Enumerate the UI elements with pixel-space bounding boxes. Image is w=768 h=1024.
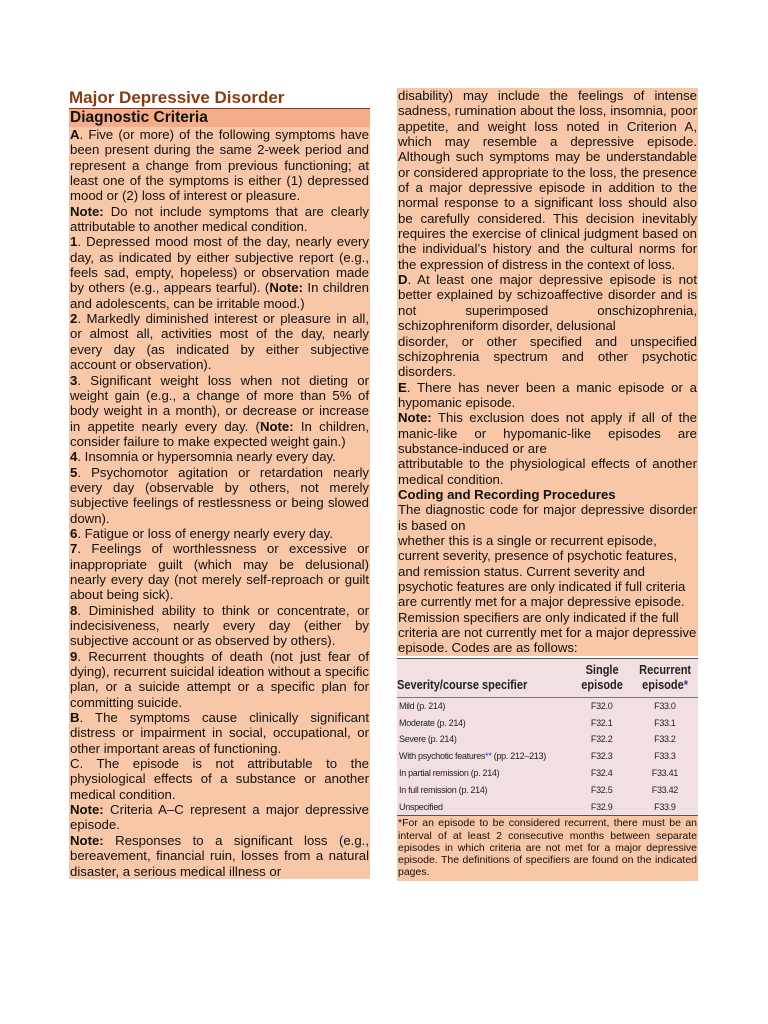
specifier-label: Moderate (p. 214)	[399, 717, 466, 728]
note-label: Note:	[269, 280, 304, 296]
specifier-label: Unspecified	[399, 801, 443, 812]
criterion-d	[398, 272, 697, 333]
codes-table	[397, 659, 698, 817]
specifier-cell	[397, 731, 572, 748]
recurrent-code-cell: F33.41	[651, 767, 678, 778]
recurrent-code-cell: F33.2	[654, 734, 676, 745]
criterion-text: . There has never been a manic episode or a hypomanic episode.	[398, 379, 697, 410]
criterion-number: 2	[70, 311, 78, 327]
criterion-2	[70, 311, 369, 372]
table-row	[397, 765, 698, 782]
note-continuation: disability) may include the feelings of intense sadness, rumination about the loss, insomnia, poor appetite, and weight loss noted in Criterion A, which may resemble a depressive episode. Although such symptoms may be understandable or considered appropriate to the loss, the presence of a major depressive episode in addition to the normal response to a significant loss should also be carefully considered. This decision inevitably requires the exercise of clinical judgment based on the individual’s history and the cultural norms for the expression of distress in the context of loss.	[398, 88, 697, 272]
criterion-8	[70, 603, 369, 649]
criterion-letter: B	[70, 710, 80, 726]
specifier-label: Severe (p. 214)	[399, 734, 457, 745]
criterion-text: . Significant weight loss when not dieting or weight gain (e.g., a change of more than 5% of body weight in a month), or decrease or increase in appetite nearly every day. (	[70, 372, 369, 434]
recurrent-code-cell: F33.3	[654, 751, 676, 762]
note-text: This exclusion does not apply if all of the manic-like or hypomanic-like episodes are substance-induced or are	[398, 410, 697, 456]
specifier-label: In partial remission (p. 214)	[399, 767, 500, 778]
note-continuation: attributable to the physiological effects of another medical condition.	[398, 456, 697, 487]
table-row	[397, 697, 698, 714]
table-footnote: *For an episode to be considered recurrent, there must be an interval of at least 2 consecutive months between separate episodes in which criteria are not met for a major depressive episode. The definitions of specifiers are found on the indicated pages.	[397, 816, 698, 880]
table-row	[397, 799, 698, 816]
note-text: Criteria A–C represent a major depressive episode.	[70, 802, 369, 833]
coding-text: The diagnostic code for major depressive disorder is based on	[398, 502, 697, 533]
criterion-7	[70, 541, 369, 602]
single-code-cell: F32.1	[590, 717, 613, 728]
criterion-text: . Markedly diminished interest or pleasure in all, or almost all, activities most of the day, nearly every day (as indicated by either subjective account or observation).	[70, 311, 369, 373]
criterion-a	[70, 127, 369, 204]
criterion-letter: D	[398, 272, 408, 288]
criterion-text: . Five (or more) of the following symptoms have been present during the same 2-week period and represent a change from previous functioning; at least one of the symptoms is either (1) depressed mood or (2) loss of interest or pleasure.	[70, 127, 369, 204]
criterion-letter: E	[398, 379, 407, 395]
codes-table-container	[397, 658, 698, 817]
header-recurrent-episode	[636, 659, 694, 698]
criterion-text: . Psychomotor agitation or retardation nearly every day (observable by others, not merely subjective feelings of restlessness or being slowed down).	[70, 464, 369, 526]
single-code-cell: F32.5	[590, 784, 613, 795]
criterion-e	[398, 380, 697, 411]
left-column	[69, 88, 370, 879]
criterion-c: C. The episode is not attributable to the physiological effects of a substance or another medical condition.	[70, 756, 369, 802]
table-header-row	[397, 659, 698, 698]
criterion-text: . At least one major depressive episode is not better explained by schizoaffective disorder and is not superimposed onschizophrenia, schizophreniform disorder, delusional	[398, 272, 697, 334]
header-recurrent-label: Recurrent episode	[638, 662, 691, 692]
single-code-cell: F32.9	[572, 799, 632, 816]
note-paragraph	[70, 802, 369, 833]
coding-heading: Coding and Recording Procedures	[398, 486, 616, 502]
single-code-cell: F32.4	[590, 767, 613, 778]
criteria-block	[69, 127, 370, 879]
criterion-9	[70, 649, 369, 710]
note-text: Responses to a significant loss (e.g., bereavement, financial ruin, losses from a natural disaster, a serious medical illness or	[70, 832, 369, 879]
specifier-label: Mild (p. 214)	[399, 700, 446, 711]
specifier-label: With psychotic features	[399, 751, 486, 762]
criterion-5	[70, 465, 369, 526]
note-label: Note:	[70, 802, 104, 818]
criterion-4	[70, 449, 369, 464]
note-label: Note:	[70, 832, 104, 848]
table-row	[397, 748, 698, 765]
note-paragraph	[398, 410, 697, 456]
criterion-text: . Feelings of worthlessness or excessive or inappropriate guilt (which may be delusional) nearly every day (not merely self-reproach or guilt about being sick).	[70, 541, 369, 603]
criterion-number: 6	[70, 525, 78, 541]
criteria-block-continued	[397, 88, 698, 656]
criterion-number: 4	[70, 449, 78, 465]
specifier-page-ref: (pp. 212–213)	[491, 751, 546, 762]
note-text: In children, consider failure to make expected weight gain.)	[70, 418, 369, 449]
specifier-cell	[397, 748, 572, 765]
criterion-1	[70, 234, 369, 311]
recurrent-code-cell: F33.0	[654, 700, 676, 711]
single-code-cell: F32.2	[590, 734, 613, 745]
header-severity-specifier: Severity/course specifier	[397, 659, 551, 698]
specifier-cell	[397, 782, 572, 799]
table-row	[397, 782, 698, 799]
header-single-episode: Single episode	[575, 659, 628, 698]
specifier-cell	[397, 799, 572, 816]
table-row	[397, 731, 698, 748]
footnote-marker: *	[683, 677, 688, 692]
criterion-text: . Diminished ability to think or concentrate, or indecisiveness, nearly every day (either by subjective account or as observed by others).	[70, 602, 369, 649]
recurrent-code-cell: F33.1	[654, 717, 676, 728]
section-heading-diagnostic-criteria: Diagnostic Criteria	[69, 108, 370, 127]
table-row	[397, 715, 698, 732]
specifier-cell	[397, 715, 572, 732]
criterion-text: . Insomnia or hypersomnia nearly every day.	[77, 449, 336, 465]
note-label: Note:	[398, 410, 432, 426]
specifier-cell	[397, 765, 572, 782]
note-paragraph	[70, 204, 369, 235]
criterion-number: 3	[70, 372, 78, 388]
recurrent-code-cell: F33.42	[651, 784, 678, 795]
criterion-d-continued: disorder, or other specified and unspecified schizophrenia spectrum and other psychotic disorders.	[398, 333, 697, 380]
note-text: Do not include symptoms that are clearly attributable to another medical condition.	[70, 203, 369, 235]
criterion-number: 8	[70, 602, 78, 618]
criterion-number: 9	[70, 648, 78, 664]
criterion-letter: A	[70, 127, 80, 142]
page-title: Major Depressive Disorder	[69, 88, 285, 107]
single-code-cell: F32.0	[590, 700, 613, 711]
criterion-3	[70, 373, 369, 450]
criterion-number: 1	[70, 234, 78, 250]
right-column	[397, 88, 698, 881]
criterion-text: . Fatigue or loss of energy nearly every day.	[77, 525, 333, 541]
note-text: In children and adolescents, can be irritable mood.)	[70, 280, 369, 311]
criterion-b	[70, 710, 369, 756]
footnote-marker: **	[485, 751, 492, 762]
coding-text: whether this is a single or recurrent episode, current severity, presence of psychotic features, and remission status. Current severity and psychotic features are only indicated if full criteria are currently met for a major depressive episode. Remission specifiers are only indicated if the full criteria are not currently met for a major depressive episode. Codes are as follows:	[398, 532, 697, 656]
note-label: Note:	[259, 418, 294, 434]
note-paragraph	[70, 833, 369, 879]
criterion-number: 5	[70, 464, 78, 480]
recurrent-code-cell: F33.9	[632, 799, 698, 816]
criterion-text: . Recurrent thoughts of death (not just fear of dying), recurrent suicidal ideation without a specific plan, or a suicide attempt or a specific plan for committing suicide.	[70, 648, 369, 710]
single-code-cell: F32.3	[590, 751, 613, 762]
note-label: Note:	[70, 203, 104, 219]
criterion-number: 7	[70, 541, 78, 557]
criterion-text: . The symptoms cause clinically significant distress or impairment in social, occupational, or other important areas of functioning.	[70, 710, 369, 756]
criterion-6	[70, 526, 369, 541]
criterion-text: . Depressed mood most of the day, nearly every day, as indicated by either subjective report (e.g., feels sad, empty, hopeless) or observation made by others (e.g., appears tearful). (	[70, 234, 369, 296]
specifier-cell	[397, 697, 572, 714]
specifier-label: In full remission (p. 214)	[399, 784, 488, 795]
